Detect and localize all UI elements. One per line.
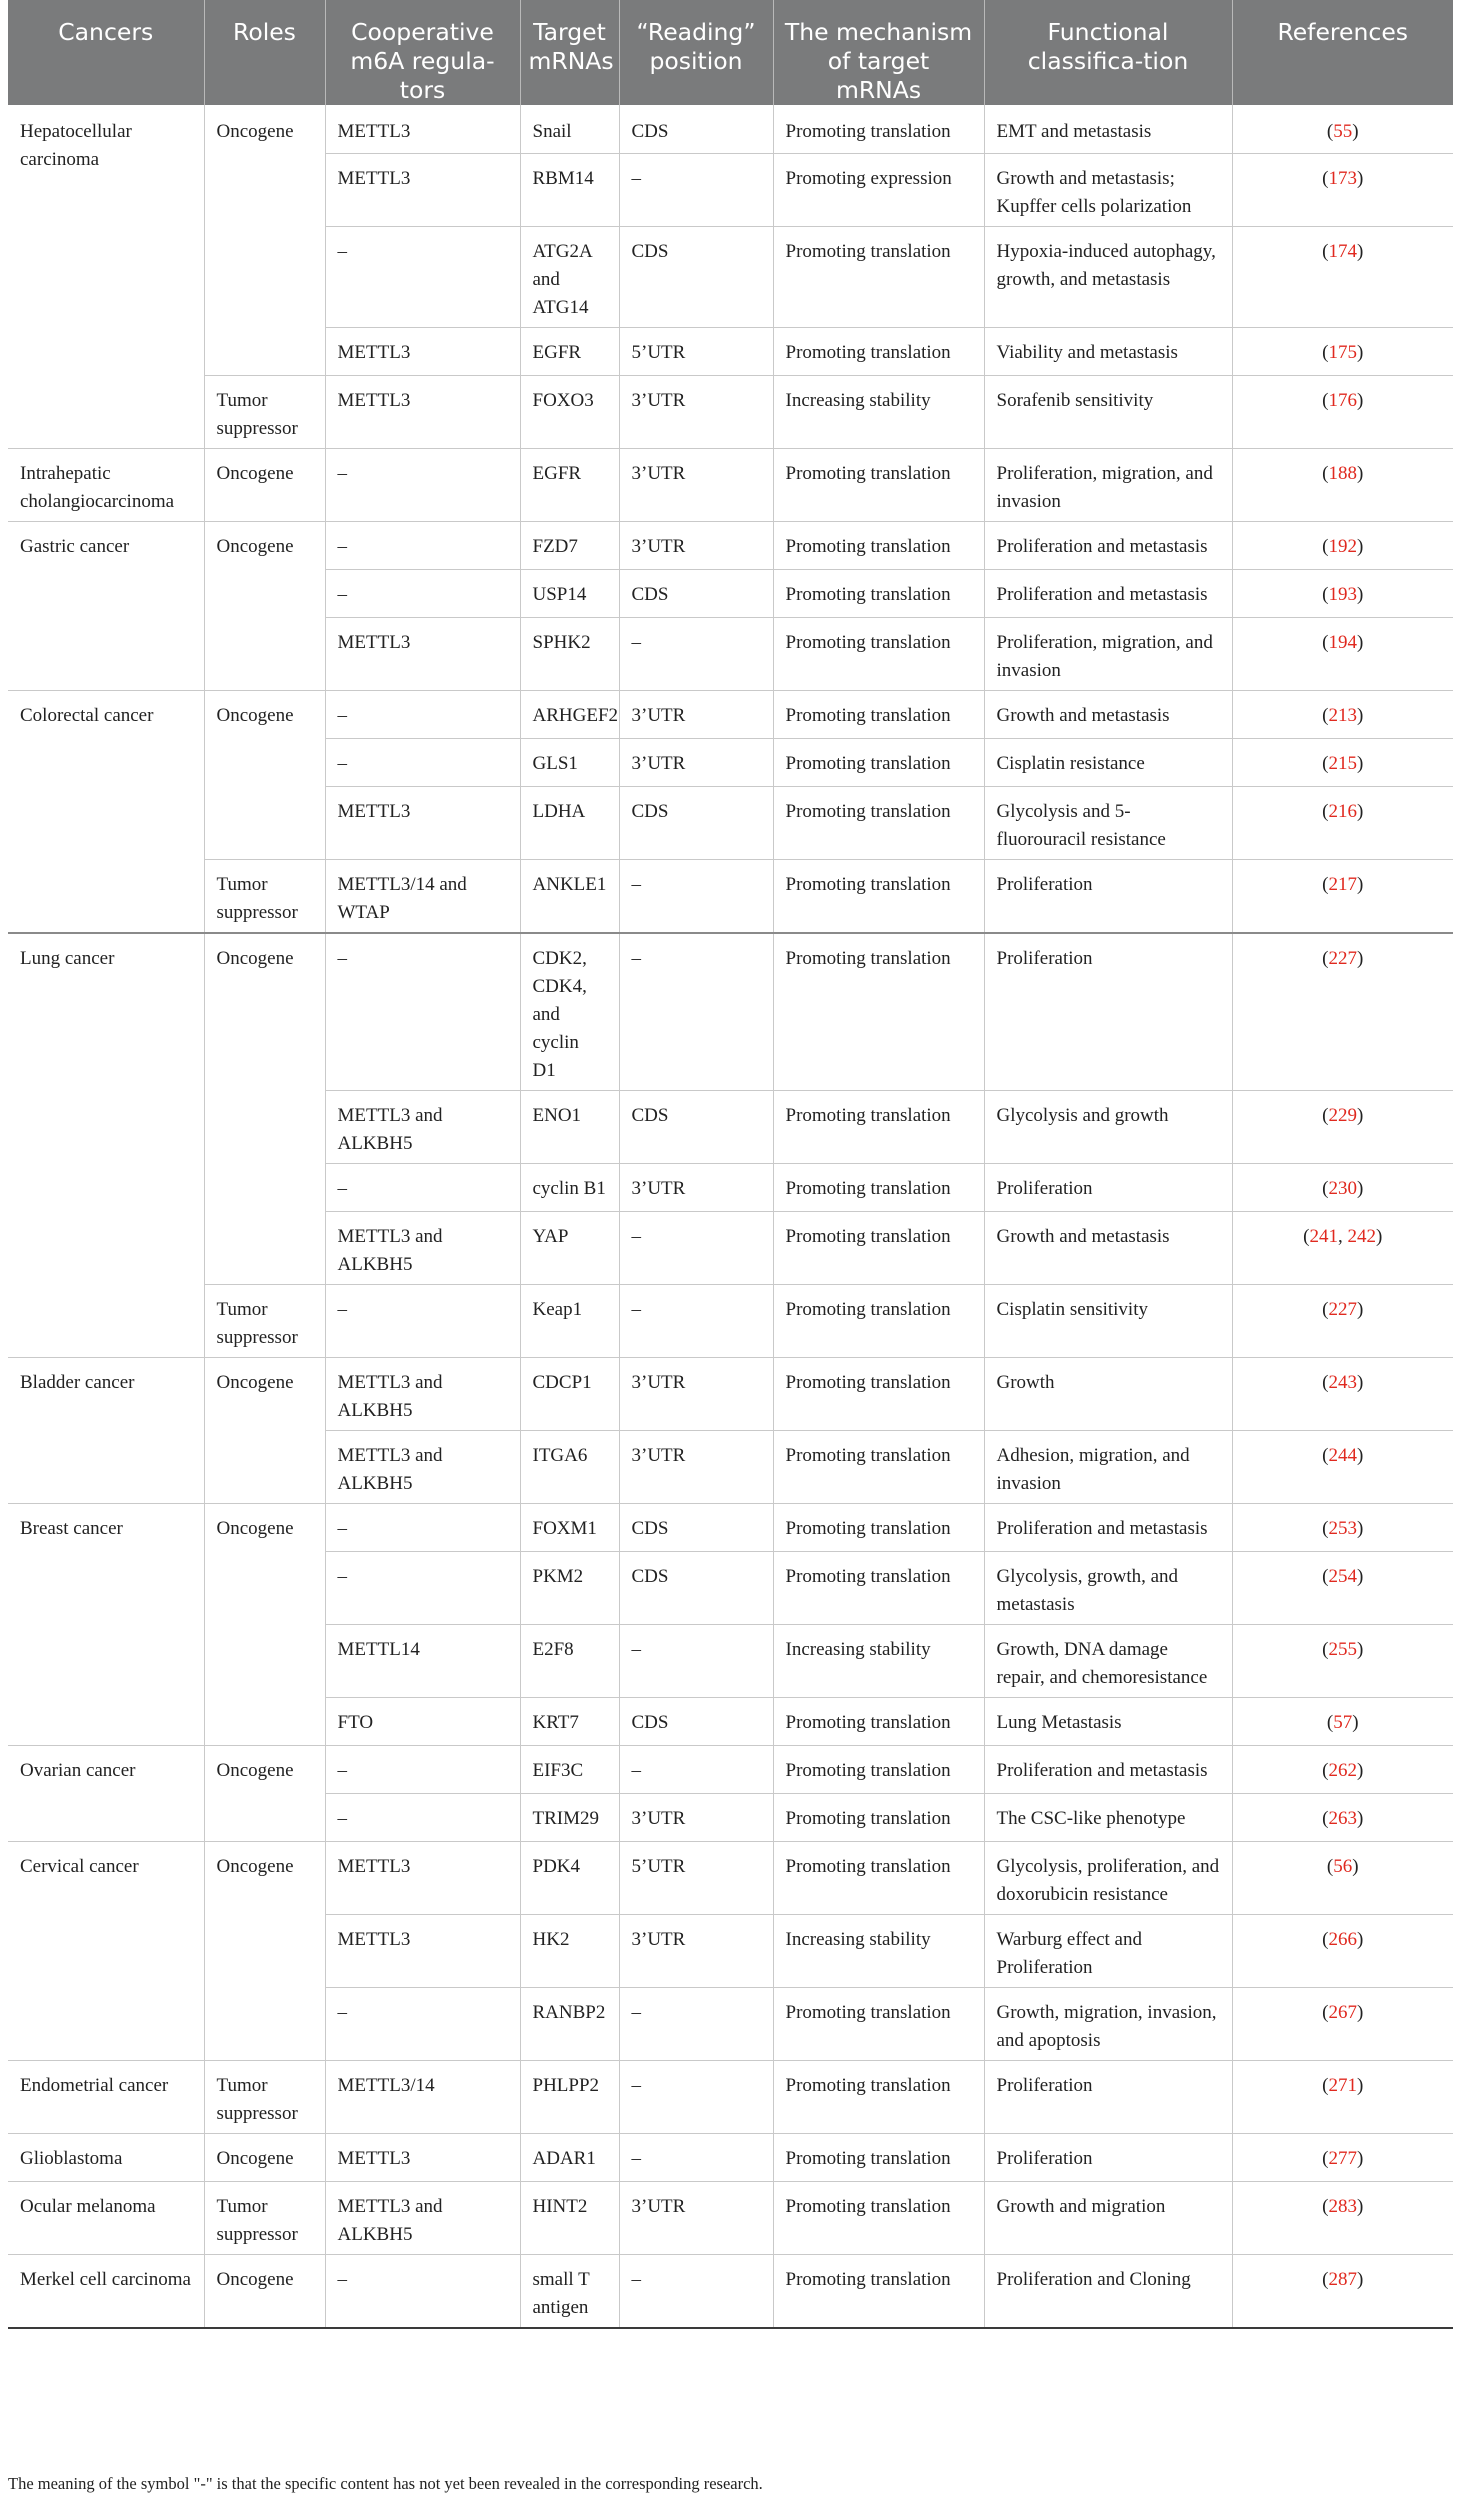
cancer-cell: Cervical cancer: [8, 1841, 204, 2060]
target-mrna-cell: YAP: [520, 1211, 619, 1284]
table-row: [8, 690, 1453, 738]
mechanism-cell: Promoting translation: [773, 1090, 984, 1163]
regulator-cell: METTL3/14: [325, 2060, 520, 2133]
function-cell: Proliferation, migration, and invasion: [984, 448, 1232, 521]
table-row: [8, 1503, 1453, 1551]
target-mrna-cell: RBM14: [520, 153, 619, 226]
reference-link[interactable]: 244: [1328, 1444, 1357, 1466]
regulator-cell: –: [325, 226, 520, 327]
reference-link[interactable]: 266: [1328, 1928, 1357, 1950]
reference-cell: (253): [1232, 1503, 1453, 1551]
mechanism-cell: Promoting translation: [773, 1503, 984, 1551]
reading-position-cell: –: [619, 2133, 773, 2181]
target-mrna-cell: ADAR1: [520, 2133, 619, 2181]
reference-cell: (283): [1232, 2181, 1453, 2254]
reference-cell: (254): [1232, 1551, 1453, 1624]
table-row: [8, 1284, 1453, 1357]
reference-link[interactable]: 283: [1328, 2195, 1357, 2217]
reference-cell: (243): [1232, 1357, 1453, 1430]
function-cell: Growth, DNA damage repair, and chemoresistance: [984, 1624, 1232, 1697]
cancer-cell: Lung cancer: [8, 933, 204, 1358]
reference-cell: (213): [1232, 690, 1453, 738]
reference-cell: (217): [1232, 859, 1453, 933]
reading-position-cell: 3’UTR: [619, 448, 773, 521]
reading-position-cell: –: [619, 1624, 773, 1697]
reading-position-cell: –: [619, 153, 773, 226]
reference-link[interactable]: 193: [1328, 583, 1357, 605]
reading-position-cell: CDS: [619, 105, 773, 153]
header-cancers: Cancers: [8, 0, 204, 105]
m6a-reader-table: [8, 0, 1453, 2329]
reference-link[interactable]: 254: [1328, 1565, 1357, 1587]
function-cell: Glycolysis and 5-fluorouracil resistance: [984, 786, 1232, 859]
reference-link[interactable]: 263: [1328, 1807, 1357, 1829]
function-cell: Growth: [984, 1357, 1232, 1430]
reference-link[interactable]: 277: [1328, 2147, 1357, 2169]
reference-cell: (287): [1232, 2254, 1453, 2328]
table-row: [8, 448, 1453, 521]
regulator-cell: –: [325, 2254, 520, 2328]
reference-cell: (227): [1232, 933, 1453, 1091]
regulator-cell: METTL3: [325, 375, 520, 448]
reference-link[interactable]: 230: [1328, 1177, 1357, 1199]
table-row: [8, 2181, 1453, 2254]
target-mrna-cell: ARHGEF2: [520, 690, 619, 738]
target-mrna-cell: HK2: [520, 1914, 619, 1987]
reference-cell: (57): [1232, 1697, 1453, 1745]
reference-cell: (55): [1232, 105, 1453, 153]
role-cell: Oncogene: [204, 933, 325, 1285]
regulator-cell: –: [325, 448, 520, 521]
reference-cell: (216): [1232, 786, 1453, 859]
reading-position-cell: 3’UTR: [619, 2181, 773, 2254]
reference-cell: (266): [1232, 1914, 1453, 1987]
reference-link[interactable]: 56: [1333, 1855, 1353, 1877]
reference-link[interactable]: 215: [1328, 752, 1357, 774]
mechanism-cell: Promoting translation: [773, 1163, 984, 1211]
cancer-cell: Intrahepatic cholangiocarcinoma: [8, 448, 204, 521]
reading-position-cell: 3’UTR: [619, 1163, 773, 1211]
mechanism-cell: Promoting translation: [773, 738, 984, 786]
reading-position-cell: –: [619, 1211, 773, 1284]
function-cell: Proliferation and metastasis: [984, 1503, 1232, 1551]
function-cell: Sorafenib sensitivity: [984, 375, 1232, 448]
regulator-cell: –: [325, 1503, 520, 1551]
reference-cell: (175): [1232, 327, 1453, 375]
table-row: [8, 521, 1453, 569]
target-mrna-cell: PDK4: [520, 1841, 619, 1914]
cancer-cell: Merkel cell carcinoma: [8, 2254, 204, 2328]
reference-link[interactable]: 287: [1328, 2268, 1357, 2290]
reading-position-cell: 3’UTR: [619, 1914, 773, 1987]
mechanism-cell: Promoting translation: [773, 1745, 984, 1793]
cancer-cell: Hepatocellular carcinoma: [8, 105, 204, 448]
table-row: [8, 1745, 1453, 1793]
mechanism-cell: Promoting translation: [773, 569, 984, 617]
reference-link[interactable]: 217: [1328, 873, 1357, 895]
reference-link[interactable]: 243: [1328, 1371, 1357, 1393]
reference-link[interactable]: 192: [1328, 535, 1357, 557]
function-cell: Cisplatin sensitivity: [984, 1284, 1232, 1357]
reading-position-cell: –: [619, 1987, 773, 2060]
regulator-cell: METTL3: [325, 153, 520, 226]
reference-link[interactable]: 227: [1328, 1298, 1357, 1320]
table-row: [8, 105, 1453, 153]
role-cell: Tumor suppressor: [204, 2060, 325, 2133]
table-row: [8, 1841, 1453, 1914]
function-cell: Proliferation: [984, 933, 1232, 1091]
cancer-cell: Colorectal cancer: [8, 690, 204, 933]
cancer-cell: Glioblastoma: [8, 2133, 204, 2181]
cancer-cell: Endometrial cancer: [8, 2060, 204, 2133]
function-cell: Viability and metastasis: [984, 327, 1232, 375]
mechanism-cell: Promoting translation: [773, 1211, 984, 1284]
role-cell: Oncogene: [204, 1503, 325, 1745]
function-cell: EMT and metastasis: [984, 105, 1232, 153]
role-cell: Oncogene: [204, 2254, 325, 2328]
reading-position-cell: 3’UTR: [619, 521, 773, 569]
reference-link[interactable]: 253: [1328, 1517, 1357, 1539]
target-mrna-cell: TRIM29: [520, 1793, 619, 1841]
function-cell: Glycolysis, proliferation, and doxorubicin resistance: [984, 1841, 1232, 1914]
reference-cell: (215): [1232, 738, 1453, 786]
reference-cell: (56): [1232, 1841, 1453, 1914]
function-cell: Growth and metastasis; Kupffer cells polarization: [984, 153, 1232, 226]
table-header: [8, 0, 1453, 105]
regulator-cell: METTL3 and ALKBH5: [325, 1357, 520, 1430]
reference-cell: (227): [1232, 1284, 1453, 1357]
reference-link[interactable]: 175: [1328, 341, 1357, 363]
cancer-cell: Bladder cancer: [8, 1357, 204, 1503]
mechanism-cell: Promoting expression: [773, 153, 984, 226]
mechanism-cell: Promoting translation: [773, 1357, 984, 1430]
role-cell: Oncogene: [204, 1357, 325, 1503]
target-mrna-cell: cyclin B1: [520, 1163, 619, 1211]
function-cell: Adhesion, migration, and invasion: [984, 1430, 1232, 1503]
regulator-cell: –: [325, 690, 520, 738]
mechanism-cell: Promoting translation: [773, 1697, 984, 1745]
mechanism-cell: Promoting translation: [773, 2060, 984, 2133]
target-mrna-cell: Keap1: [520, 1284, 619, 1357]
reading-position-cell: –: [619, 617, 773, 690]
mechanism-cell: Promoting translation: [773, 226, 984, 327]
regulator-cell: –: [325, 521, 520, 569]
reference-link[interactable]: 173: [1328, 167, 1357, 189]
reference-link[interactable]: 213: [1328, 704, 1357, 726]
reference-link[interactable]: 262: [1328, 1759, 1357, 1781]
table-row: [8, 375, 1453, 448]
header-functional-classification: Functional classifica-tion: [984, 0, 1232, 105]
reference-link[interactable]: 174: [1328, 240, 1357, 262]
mechanism-cell: Promoting translation: [773, 617, 984, 690]
reading-position-cell: CDS: [619, 1090, 773, 1163]
target-mrna-cell: PHLPP2: [520, 2060, 619, 2133]
function-cell: Growth and metastasis: [984, 690, 1232, 738]
cancer-cell: Ovarian cancer: [8, 1745, 204, 1841]
reading-position-cell: 3’UTR: [619, 375, 773, 448]
target-mrna-cell: EGFR: [520, 327, 619, 375]
header-target-mrnas: Target mRNAs: [520, 0, 619, 105]
reference-cell: (176): [1232, 375, 1453, 448]
reading-position-cell: CDS: [619, 226, 773, 327]
regulator-cell: –: [325, 1987, 520, 2060]
reference-cell: (263): [1232, 1793, 1453, 1841]
mechanism-cell: Promoting translation: [773, 2181, 984, 2254]
regulator-cell: FTO: [325, 1697, 520, 1745]
regulator-cell: –: [325, 1163, 520, 1211]
function-cell: Proliferation: [984, 859, 1232, 933]
target-mrna-cell: LDHA: [520, 786, 619, 859]
function-cell: The CSC-like phenotype: [984, 1793, 1232, 1841]
cancer-cell: Gastric cancer: [8, 521, 204, 690]
target-mrna-cell: PKM2: [520, 1551, 619, 1624]
reference-cell: (267): [1232, 1987, 1453, 2060]
mechanism-cell: Promoting translation: [773, 690, 984, 738]
reference-cell: (173): [1232, 153, 1453, 226]
target-mrna-cell: CDK2, CDK4, and cyclin D1: [520, 933, 619, 1091]
function-cell: Proliferation, migration, and invasion: [984, 617, 1232, 690]
mechanism-cell: Increasing stability: [773, 1914, 984, 1987]
function-cell: Growth and metastasis: [984, 1211, 1232, 1284]
reference-link[interactable]: 194: [1328, 631, 1357, 653]
regulator-cell: METTL3: [325, 105, 520, 153]
regulator-cell: METTL3 and ALKBH5: [325, 1430, 520, 1503]
mechanism-cell: Promoting translation: [773, 1551, 984, 1624]
cancer-cell: Ocular melanoma: [8, 2181, 204, 2254]
reference-cell: (188): [1232, 448, 1453, 521]
reference-cell: (229): [1232, 1090, 1453, 1163]
header-row: [8, 0, 1453, 105]
table-row: [8, 859, 1453, 933]
reference-cell: (271): [1232, 2060, 1453, 2133]
target-mrna-cell: E2F8: [520, 1624, 619, 1697]
table-body: [8, 105, 1453, 2328]
reading-position-cell: –: [619, 2254, 773, 2328]
function-cell: Glycolysis, growth, and metastasis: [984, 1551, 1232, 1624]
reading-position-cell: 3’UTR: [619, 1357, 773, 1430]
target-mrna-cell: small T antigen: [520, 2254, 619, 2328]
target-mrna-cell: EIF3C: [520, 1745, 619, 1793]
regulator-cell: METTL14: [325, 1624, 520, 1697]
reading-position-cell: –: [619, 1745, 773, 1793]
reference-cell: (262): [1232, 1745, 1453, 1793]
header-mechanism: The mechanism of target mRNAs: [773, 0, 984, 105]
function-cell: Cisplatin resistance: [984, 738, 1232, 786]
reading-position-cell: 3’UTR: [619, 1430, 773, 1503]
reading-position-cell: CDS: [619, 1551, 773, 1624]
target-mrna-cell: USP14: [520, 569, 619, 617]
target-mrna-cell: GLS1: [520, 738, 619, 786]
reference-link[interactable]: 242: [1347, 1225, 1376, 1247]
target-mrna-cell: EGFR: [520, 448, 619, 521]
function-cell: Growth, migration, invasion, and apoptosis: [984, 1987, 1232, 2060]
role-cell: Oncogene: [204, 2133, 325, 2181]
reading-position-cell: –: [619, 859, 773, 933]
regulator-cell: METTL3 and ALKBH5: [325, 1090, 520, 1163]
role-cell: Oncogene: [204, 1745, 325, 1841]
mechanism-cell: Promoting translation: [773, 786, 984, 859]
reading-position-cell: 3’UTR: [619, 690, 773, 738]
reading-position-cell: 5’UTR: [619, 327, 773, 375]
target-mrna-cell: ITGA6: [520, 1430, 619, 1503]
function-cell: Hypoxia-induced autophagy, growth, and metastasis: [984, 226, 1232, 327]
reference-link[interactable]: 267: [1328, 2001, 1357, 2023]
regulator-cell: METTL3: [325, 1841, 520, 1914]
regulator-cell: METTL3: [325, 2133, 520, 2181]
function-cell: Proliferation and metastasis: [984, 1745, 1232, 1793]
regulator-cell: –: [325, 1793, 520, 1841]
regulator-cell: METTL3: [325, 327, 520, 375]
reading-position-cell: –: [619, 2060, 773, 2133]
header-reading-position: “Reading” position: [619, 0, 773, 105]
reference-cell: (244): [1232, 1430, 1453, 1503]
regulator-cell: METTL3: [325, 786, 520, 859]
reference-cell: (241, 242): [1232, 1211, 1453, 1284]
mechanism-cell: Promoting translation: [773, 1430, 984, 1503]
mechanism-cell: Promoting translation: [773, 1793, 984, 1841]
target-mrna-cell: ENO1: [520, 1090, 619, 1163]
target-mrna-cell: FZD7: [520, 521, 619, 569]
header-roles: Roles: [204, 0, 325, 105]
function-cell: Lung Metastasis: [984, 1697, 1232, 1745]
reference-link[interactable]: 241: [1309, 1225, 1338, 1247]
role-cell: Oncogene: [204, 690, 325, 859]
reading-position-cell: CDS: [619, 1697, 773, 1745]
function-cell: Warburg effect and Proliferation: [984, 1914, 1232, 1987]
function-cell: Proliferation and metastasis: [984, 521, 1232, 569]
regulator-cell: –: [325, 569, 520, 617]
reference-link[interactable]: 216: [1328, 800, 1357, 822]
regulator-cell: METTL3 and ALKBH5: [325, 2181, 520, 2254]
mechanism-cell: Promoting translation: [773, 521, 984, 569]
mechanism-cell: Promoting translation: [773, 327, 984, 375]
reference-link[interactable]: 55: [1333, 121, 1353, 142]
function-cell: Proliferation: [984, 2133, 1232, 2181]
target-mrna-cell: CDCP1: [520, 1357, 619, 1430]
mechanism-cell: Promoting translation: [773, 1987, 984, 2060]
role-cell: Tumor suppressor: [204, 859, 325, 933]
target-mrna-cell: FOXM1: [520, 1503, 619, 1551]
reference-cell: (277): [1232, 2133, 1453, 2181]
table-row: [8, 2254, 1453, 2328]
reading-position-cell: CDS: [619, 569, 773, 617]
reference-link[interactable]: 271: [1328, 2074, 1357, 2096]
reference-cell: (192): [1232, 521, 1453, 569]
table-row: [8, 1357, 1453, 1430]
reading-position-cell: –: [619, 1284, 773, 1357]
reference-link[interactable]: 188: [1328, 462, 1357, 484]
reading-position-cell: 3’UTR: [619, 738, 773, 786]
reference-cell: (193): [1232, 569, 1453, 617]
target-mrna-cell: RANBP2: [520, 1987, 619, 2060]
target-mrna-cell: SPHK2: [520, 617, 619, 690]
mechanism-cell: Promoting translation: [773, 2133, 984, 2181]
role-cell: Tumor suppressor: [204, 1284, 325, 1357]
target-mrna-cell: ATG2A and ATG14: [520, 226, 619, 327]
reference-link[interactable]: 57: [1333, 1711, 1353, 1733]
mechanism-cell: Promoting translation: [773, 859, 984, 933]
reading-position-cell: 5’UTR: [619, 1841, 773, 1914]
role-cell: Oncogene: [204, 521, 325, 690]
mechanism-cell: Promoting translation: [773, 1284, 984, 1357]
table-row: [8, 933, 1453, 1091]
reference-cell: (174): [1232, 226, 1453, 327]
reference-link[interactable]: 229: [1328, 1104, 1357, 1126]
regulator-cell: METTL3: [325, 617, 520, 690]
mechanism-cell: Promoting translation: [773, 2254, 984, 2328]
mechanism-cell: Promoting translation: [773, 933, 984, 1091]
reading-position-cell: CDS: [619, 1503, 773, 1551]
mechanism-cell: Promoting translation: [773, 448, 984, 521]
role-cell: Oncogene: [204, 1841, 325, 2060]
role-cell: Oncogene: [204, 448, 325, 521]
reading-position-cell: –: [619, 933, 773, 1091]
mechanism-cell: Promoting translation: [773, 105, 984, 153]
regulator-cell: –: [325, 738, 520, 786]
regulator-cell: –: [325, 1745, 520, 1793]
table-footnote: The meaning of the symbol "-" is that the specific content has not yet been revealed in the corresponding research.: [8, 2474, 763, 2493]
header-regulators: Cooperative m6A regula-tors: [325, 0, 520, 105]
role-cell: Oncogene: [204, 105, 325, 375]
regulator-cell: METTL3/14 and WTAP: [325, 859, 520, 933]
mechanism-cell: Promoting translation: [773, 1841, 984, 1914]
function-cell: Proliferation and Cloning: [984, 2254, 1232, 2328]
function-cell: Proliferation: [984, 2060, 1232, 2133]
table-container: [8, 0, 1453, 2329]
header-references: References: [1232, 0, 1453, 105]
target-mrna-cell: KRT7: [520, 1697, 619, 1745]
cancer-cell: Breast cancer: [8, 1503, 204, 1745]
table-row: [8, 2060, 1453, 2133]
target-mrna-cell: ANKLE1: [520, 859, 619, 933]
reference-cell: (255): [1232, 1624, 1453, 1697]
reference-cell: (230): [1232, 1163, 1453, 1211]
mechanism-cell: Increasing stability: [773, 375, 984, 448]
reference-cell: (194): [1232, 617, 1453, 690]
mechanism-cell: Increasing stability: [773, 1624, 984, 1697]
regulator-cell: –: [325, 1284, 520, 1357]
function-cell: Glycolysis and growth: [984, 1090, 1232, 1163]
target-mrna-cell: Snail: [520, 105, 619, 153]
regulator-cell: METTL3 and ALKBH5: [325, 1211, 520, 1284]
reading-position-cell: CDS: [619, 786, 773, 859]
regulator-cell: METTL3: [325, 1914, 520, 1987]
reading-position-cell: 3’UTR: [619, 1793, 773, 1841]
target-mrna-cell: HINT2: [520, 2181, 619, 2254]
regulator-cell: –: [325, 1551, 520, 1624]
function-cell: Growth and migration: [984, 2181, 1232, 2254]
table-row: [8, 2133, 1453, 2181]
reference-link[interactable]: 227: [1328, 947, 1357, 969]
role-cell: Tumor suppressor: [204, 2181, 325, 2254]
regulator-cell: –: [325, 933, 520, 1091]
target-mrna-cell: FOXO3: [520, 375, 619, 448]
reference-link[interactable]: 255: [1328, 1638, 1357, 1660]
reference-link[interactable]: 176: [1328, 389, 1357, 411]
function-cell: Proliferation: [984, 1163, 1232, 1211]
role-cell: Tumor suppressor: [204, 375, 325, 448]
function-cell: Proliferation and metastasis: [984, 569, 1232, 617]
